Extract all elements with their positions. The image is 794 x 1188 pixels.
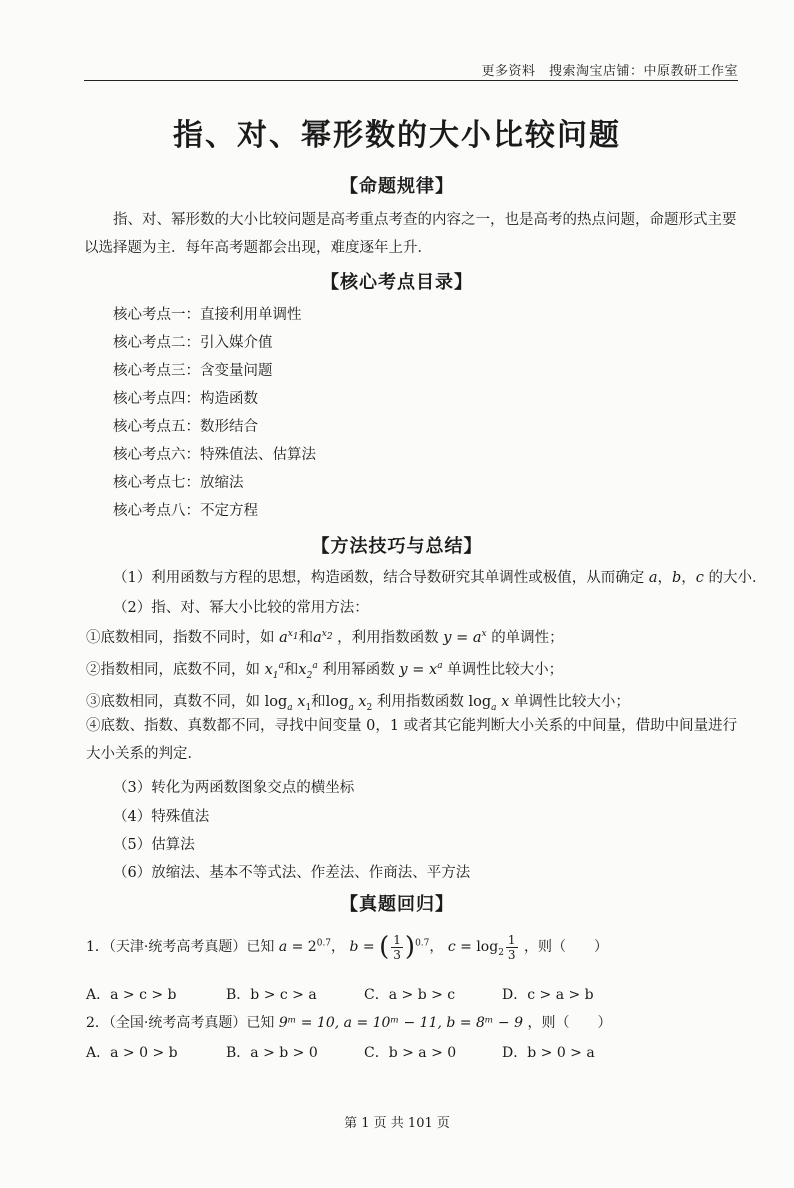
question-2-option-c[interactable]: C．b > a > 0 [364, 1045, 457, 1061]
section-heading-rule: 【命题规律】 [340, 176, 454, 197]
catalog-item-8: 核心考点八：不定方程 [113, 503, 258, 519]
method-6: （6）放缩法、基本不等式法、作差法、作商法、平方法 [113, 865, 471, 881]
method-case-2: ②指数相同，底数不同，如 $x_1^a$和$x_2^a$ 利用幂函数 $y = x^a$ 单调性比较大小； [86, 661, 564, 681]
catalog-item-1: 核心考点一：直接利用单调性 [113, 307, 302, 323]
method-3: （3）转化为两函数图象交点的横坐标 [113, 780, 355, 796]
question-2-stem: 2．（全国·统考高考真题）已知 9ᵐ = 10, a = 10ᵐ − 11, b = 8ᵐ − 9 ，则（ ） [86, 1015, 612, 1031]
method-case-4: ④底数、指数、真数都不同，寻找中间变量 0，1 或者其它能判断大小关系的中间量，借助中间量进行大小关系的判定． [86, 718, 738, 762]
section-heading-methods: 【方法技巧与总结】 [311, 536, 483, 557]
method-5: （5）估算法 [113, 837, 195, 853]
page-title: 指、对、幂形数的大小比较问题 [173, 118, 621, 153]
method-1: （1）利用函数与方程的思想，构造函数，结合导数研究其单调性或极值，从而确定 a，b，c 的大小． [113, 570, 767, 586]
question-2-option-b[interactable]: B．a > b > 0 [226, 1045, 318, 1061]
catalog-item-4: 核心考点四：构造函数 [113, 391, 258, 407]
method-case-3: ③底数相同，真数不同，如 $\log_a x_1$和$\log_a x_2$ 利用指数函数 $\log_a x$ 单调性比较大小； [86, 694, 630, 713]
question-1-stem: 1．（天津·统考高考真题）已知 $a = 2^{0.7}$， b = ( $\frac{1}{3}$ )$^{0.7}$， $c = \log_2$ $\frac{1}{3}$ ，则（ ） [86, 932, 609, 962]
question-1-option-c[interactable]: C．a > b > c [364, 987, 456, 1003]
catalog-item-7: 核心考点七：放缩法 [113, 475, 244, 491]
catalog-item-3: 核心考点三：含变量问题 [113, 363, 273, 379]
question-2-option-a[interactable]: A．a > 0 > b [86, 1045, 178, 1061]
page-header: 更多资料 搜索淘宝店铺：中原教研工作室 [481, 64, 738, 79]
method-2: （2）指、对、幂大小比较的常用方法： [113, 600, 369, 616]
question-2-option-d[interactable]: D．b > 0 > a [502, 1045, 595, 1061]
catalog-item-5: 核心考点五：数形结合 [113, 419, 258, 435]
header-divider [84, 80, 738, 81]
catalog-item-2: 核心考点二：引入媒介值 [113, 335, 273, 351]
question-1-option-a[interactable]: A．a > c > b [86, 987, 177, 1003]
section-heading-real: 【真题回归】 [340, 894, 454, 915]
question-1-option-d[interactable]: D．c > a > b [502, 987, 594, 1003]
rule-paragraph: 指、对、幂形数的大小比较问题是高考重点考查的内容之一，也是高考的热点问题，命题形式主要以选择题为主．每年高考题都会出现，难度逐年上升． [84, 212, 737, 256]
catalog-item-6: 核心考点六：特殊值法、估算法 [113, 447, 316, 463]
method-case-1: ①底数相同，指数不同时，如 $a^{x_1}$和$a^{x_2}$ ，利用指数函数 $y = a^x$ 的单调性； [86, 629, 564, 646]
method-4: （4）特殊值法 [113, 809, 210, 825]
section-heading-catalog: 【核心考点目录】 [321, 272, 473, 293]
question-1-option-b[interactable]: B．b > c > a [226, 987, 317, 1003]
page-number: 第 1 页 共 101 页 [344, 1116, 450, 1131]
